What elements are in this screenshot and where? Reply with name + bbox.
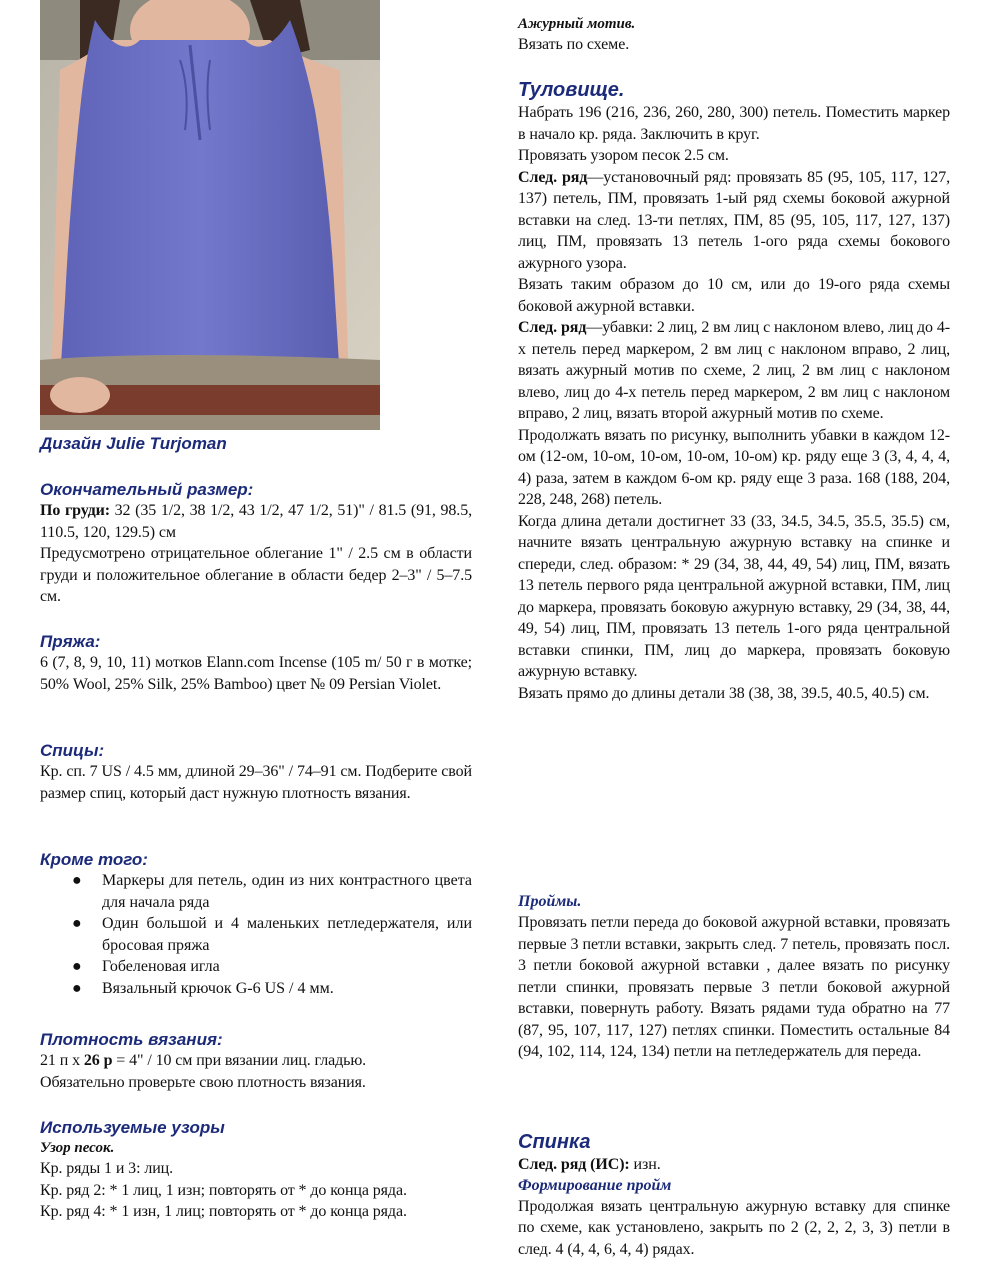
list-item: ● Один большой и 4 маленьких петледержателя, или бросовая пряжа (72, 915, 472, 954)
needles-section (40, 741, 472, 804)
gauge-line-1: 21 п х 26 р = 4" / 10 см при вязании лиц. гладью. (40, 1052, 367, 1069)
back-section (518, 1130, 950, 1260)
extra-list (40, 870, 472, 999)
bullet-icon: ● (72, 979, 82, 997)
ease-text: Предусмотрено отрицательное облегание 1" / 2.5 см в области груди и положительное облегание в области бедер 2–3" / 5–7.5 см. (40, 545, 472, 605)
bullet-icon: ● (72, 958, 82, 975)
back-row: След. ряд (ИС): изн. (518, 1156, 661, 1173)
sand-row-2: Кр. ряд 2: * 1 лиц, 1 изн; повторять от * до конца ряда. (40, 1181, 407, 1199)
needles-heading: Спицы: (40, 741, 105, 760)
sand-row-4: Кр. ряд 4: * 1 изн, 1 лиц; повторять от * до конца ряда. (40, 1203, 407, 1220)
sand-stitch-heading: Узор песок. (40, 1140, 115, 1156)
yarn-heading: Пряжа: (40, 632, 101, 651)
garment-photo (40, 0, 380, 430)
extra-section (40, 850, 472, 999)
body-paragraph: Продолжать вязать по рисунку, выполнить убавки в каждом 12-ом (12-ом, 10-ом, 10-ом, 10-ом, 10-ом) кр. ряду еще 3 (3, 4, 4, 4, 4) раза, затем в каждом 6-ом кр. ряду еще 3 раза. 168 (188, 204, 228, 248, 268) петель. (518, 426, 950, 508)
armhole-section (518, 892, 950, 1063)
body-heading: Туловище. (518, 79, 625, 101)
needles-text: Кр. сп. 7 US / 4.5 мм, длиной 29–36" / 74–91 см. Подберите свой размер спиц, который даст нужную плотность вязания. (40, 763, 472, 802)
body-paragraph: След. ряд—убавки: 2 лиц, 2 вм лиц с наклоном влево, лиц до 4-х петель перед маркером, 2 вм лиц с наклоном вправо, 2 лиц, вязать ажурный мотив по схеме, 2 лиц, 2 вм лиц с наклоном влево, лиц до 4-х петель перед маркером, 2 вм лиц с наклоном вправо, 2 лиц, вязать второй ажурный мотив по схеме. (518, 319, 950, 422)
body-paragraph: Вязать прямо до длины детали 38 (38, 38, 39.5, 40.5, 40.5) см. (518, 684, 930, 702)
patterns-section (40, 1118, 472, 1223)
armhole-shaping-text: Продолжая вязать центральную ажурную вставку для спинке по схеме, как установлено, закрыть по 2 (2, 2, 2, 3, 3) петли в след. 4 (4, 4, 6, 4, 4) рядах. (518, 1197, 950, 1258)
body-paragraph: Провязать узором песок 2.5 см. (518, 147, 729, 164)
list-item: ● Гобеленовая игла (64, 956, 472, 978)
yarn-section (40, 632, 472, 695)
sand-rows-1-3: Кр. ряды 1 и 3: лиц. (40, 1160, 174, 1177)
bullet-icon: ● (72, 915, 82, 932)
final-size-heading: Окончательный размер: (40, 480, 254, 499)
extra-heading: Кроме того: (40, 850, 148, 869)
yarn-text: 6 (7, 8, 9, 10, 11) мотков Elann.com Incense (105 m/ 50 г в мотке; 50% Wool, 25% Silk, 25% Bamboo) цвет № 09 Persian Violet. (40, 654, 472, 693)
bullet-icon: ● (72, 872, 82, 889)
body-section (518, 78, 950, 704)
body-paragraph: Когда длина детали достигнет 33 (33, 34.5, 34.5, 35.5, 35.5) см, начните вязать центральную ажурную вставку на спинке и спереди, след. образом: * 29 (34, 38, 44, 49, 54) лиц, ПМ, вязать 13 петель первого ряда центральной ажурной вставки, ПМ, лиц до маркера, провязать боковую ажурную вставку, 29 (34, 38, 44, 49, 54) лиц, ПМ, провязать 13 петель 1-ого ряда центральной вставки спинки, ПМ, лиц до маркера, провязать боковую ажурную вставку. (518, 512, 950, 680)
list-item: ● Маркеры для петель, один из них контрастного цвета для начала ряда (72, 872, 472, 911)
list-item: ● Вязальный крючок G-6 US / 4 мм. (64, 978, 472, 1000)
lace-motif-text: Вязать по схеме. (518, 36, 630, 53)
final-size-section (40, 480, 472, 608)
armhole-heading: Проймы. (518, 893, 582, 910)
garment-photo-illustration (40, 0, 380, 430)
body-paragraph: Вязать таким образом до 10 см, или до 19-ого ряда схемы боковой ажурной вставки. (518, 276, 950, 315)
lace-motif-heading: Ажурный мотив. (518, 16, 636, 32)
gauge-line-2: Обязательно проверьте свою плотность вязания. (40, 1073, 366, 1091)
body-paragraph: Набрать 196 (216, 236, 260, 280, 300) петель. Поместить маркер в начало кр. ряда. Заключить в круг. (518, 104, 950, 143)
body-paragraph: След. ряд—установочный ряд: провязать 85 (95, 105, 117, 127, 137) петель, ПМ, провязать 1-ый ряд схемы боковой ажурной вставки на след. 13-ти петлях, ПМ, 85 (95, 105, 117, 127, 137) лиц, ПМ, провязать 13 петель 1-ого ряда схемы бокового ажурного узора. (518, 168, 950, 272)
lace-motif-section (518, 14, 950, 56)
bust-label: По груди: (40, 502, 110, 519)
back-heading: Спинка (518, 1131, 591, 1153)
designer-credit: Дизайн Julie Turjoman (40, 434, 227, 453)
armhole-shaping-heading: Формирование пройм (518, 1176, 672, 1194)
bust-value: 32 (35 1/2, 38 1/2, 43 1/2, 47 1/2, 51)" / 81.5 (91, 98.5, 110.5, 120, 129.5) см (40, 502, 472, 541)
gauge-heading: Плотность вязания: (40, 1030, 223, 1049)
armhole-text: Провязать петли переда до боковой ажурной вставки, провязать первые 3 петли вставки, закрыть след. 7 петель, провязать посл. 3 петли боковой ажурной вставки , далее вязать по рисунку петли спинки, провязать первые 3 петли боковой ажурной вставки, повернуть работу. Вязать рядами туда обратно на 77 (87, 95, 107, 117, 127) петлях спинки. Поместить остальные 84 (94, 102, 114, 124, 134) петли на петледержатель для переда. (518, 914, 950, 1060)
gauge-section (40, 1030, 472, 1093)
patterns-heading: Используемые узоры (40, 1118, 225, 1137)
bust-measurement (40, 500, 472, 543)
